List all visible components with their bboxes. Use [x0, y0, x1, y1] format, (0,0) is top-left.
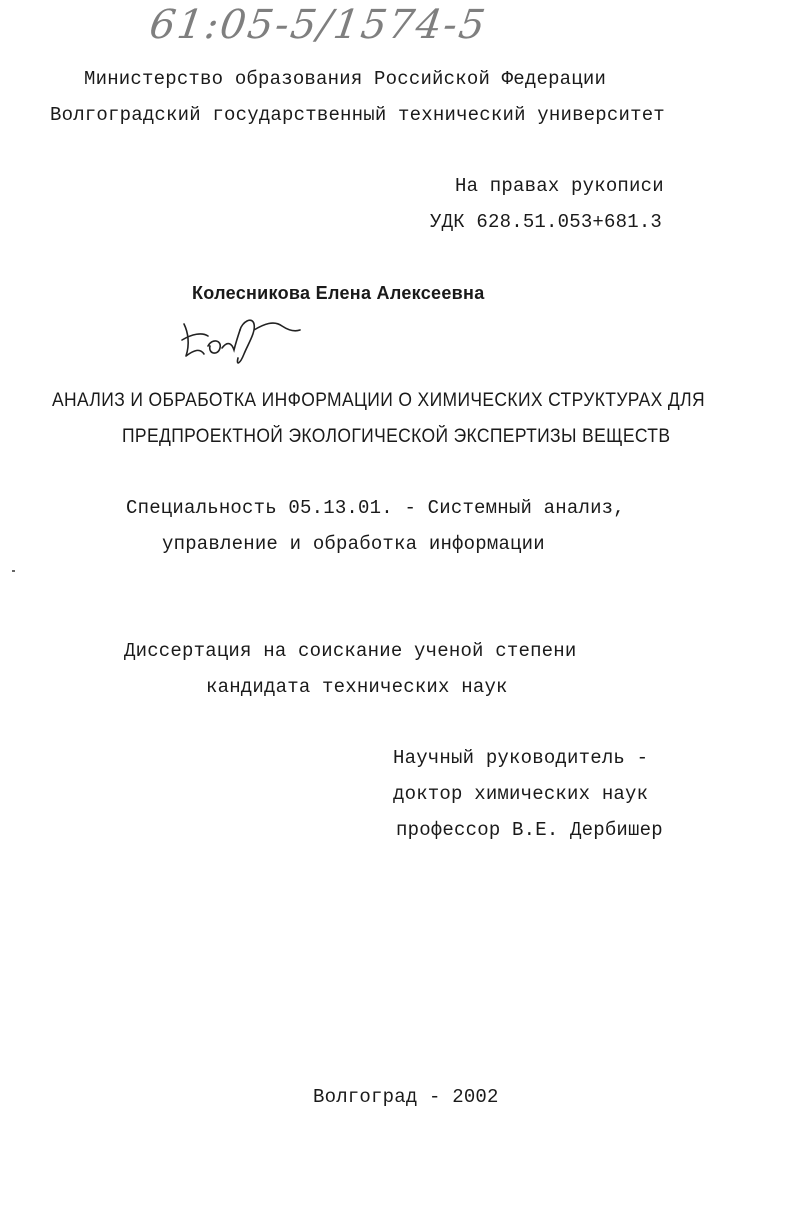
supervisor-line-1: Научный руководитель - [393, 747, 649, 769]
author-name: Колесникова Елена Алексеевна [192, 283, 485, 303]
udc-code: УДК 628.51.053+681.3 [430, 211, 663, 233]
supervisor-line-3: профессор В.Е. Дербишер [396, 819, 663, 841]
specialty-line-2: управление и обработка информации [162, 533, 545, 555]
author-signature [178, 310, 308, 370]
manuscript-rights: На правах рукописи [455, 175, 664, 197]
scan-speck [12, 570, 15, 572]
specialty-line-1: Специальность 05.13.01. - Системный анализ, [126, 497, 625, 519]
dissertation-title-line-1: АНАЛИЗ И ОБРАБОТКА ИНФОРМАЦИИ О ХИМИЧЕСКИХ СТРУКТУРАХ ДЛЯ [52, 390, 705, 411]
dissertation-title-line-2: ПРЕДПРОЕКТНОЙ ЭКОЛОГИЧЕСКОЙ ЭКСПЕРТИЗЫ ВЕЩЕСТВ [122, 426, 671, 447]
city-year: Волгоград - 2002 [313, 1086, 499, 1108]
supervisor-line-2: доктор химических наук [393, 783, 649, 805]
degree-line-2: кандидата технических наук [206, 676, 508, 698]
degree-line-1: Диссертация на соискание ученой степени [124, 640, 577, 662]
handwritten-archive-code: 61:05-5/1574-5 [146, 2, 490, 48]
ministry-line: Министерство образования Российской Федерации [84, 68, 607, 90]
university-line: Волгоградский государственный технический университет [50, 104, 665, 126]
